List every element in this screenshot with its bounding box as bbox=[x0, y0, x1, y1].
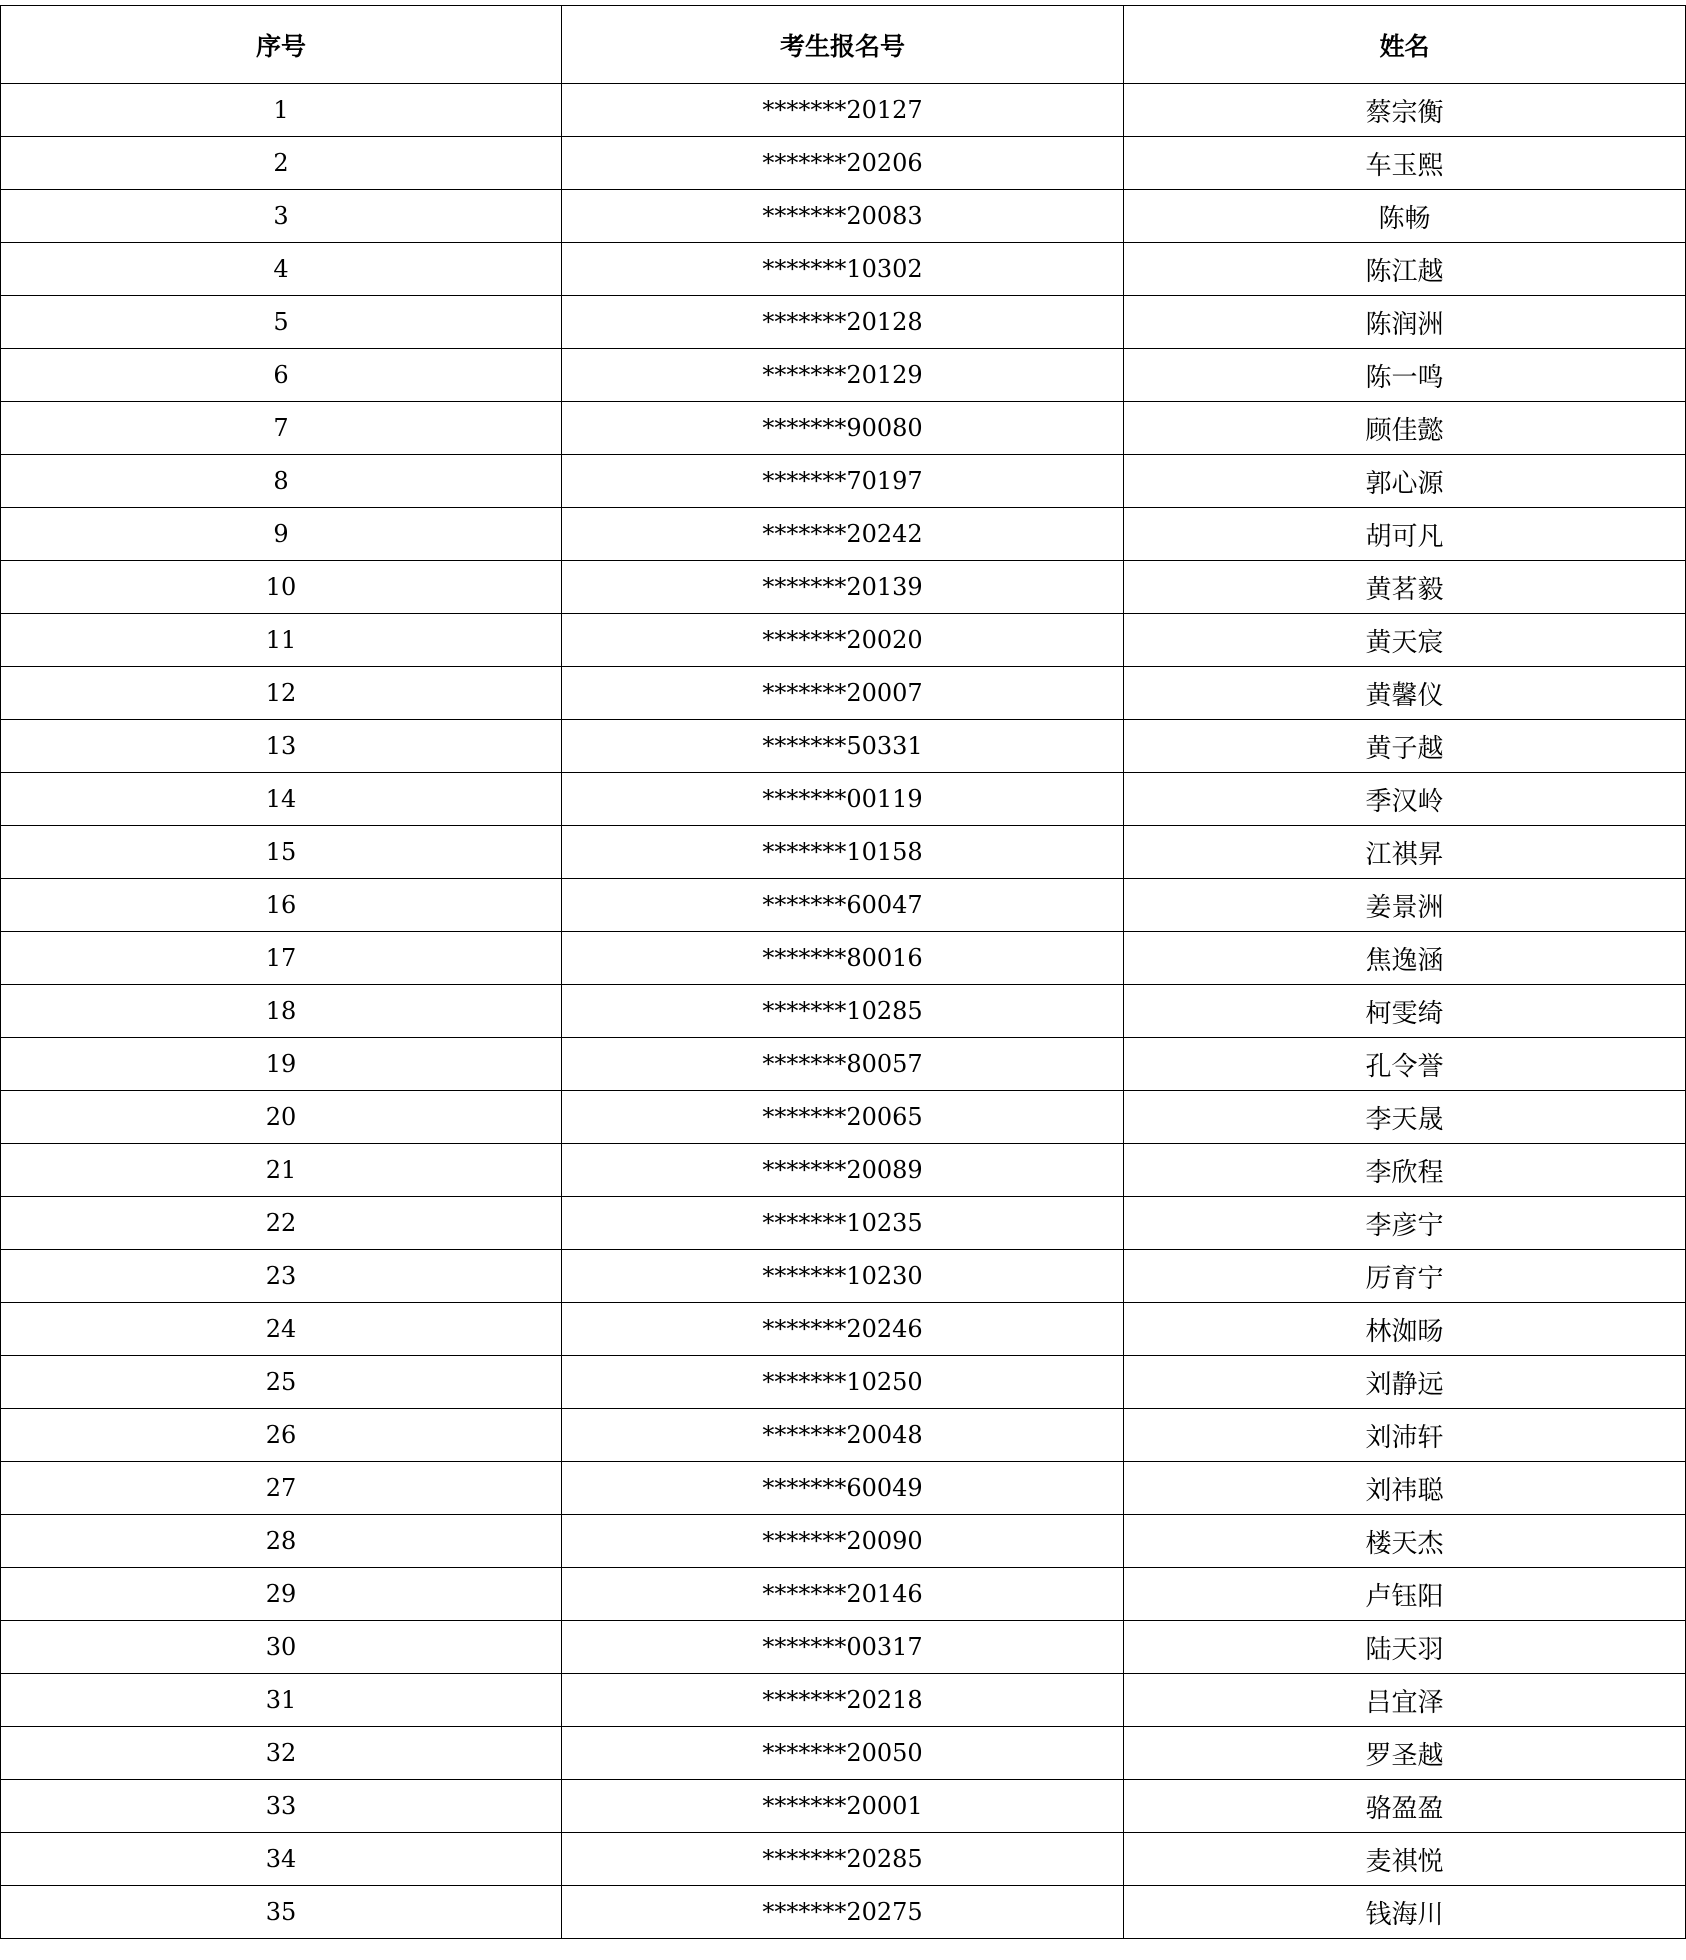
reg-no-cell: *******70197 bbox=[562, 455, 1124, 508]
seq-cell: 29 bbox=[1, 1568, 562, 1621]
table-row bbox=[1, 84, 1686, 137]
name-cell: 蔡宗衡 bbox=[1124, 84, 1686, 137]
table-row bbox=[1, 296, 1686, 349]
seq-cell: 32 bbox=[1, 1727, 562, 1780]
name-cell: 陈润洲 bbox=[1124, 296, 1686, 349]
table-row bbox=[1, 1250, 1686, 1303]
reg-no-cell: *******00119 bbox=[562, 773, 1124, 826]
table-row bbox=[1, 402, 1686, 455]
seq-cell: 18 bbox=[1, 985, 562, 1038]
header-name: 姓名 bbox=[1124, 6, 1686, 84]
name-cell: 厉育宁 bbox=[1124, 1250, 1686, 1303]
name-cell: 刘静远 bbox=[1124, 1356, 1686, 1409]
table-row bbox=[1, 1197, 1686, 1250]
reg-no-cell: *******20139 bbox=[562, 561, 1124, 614]
reg-no-cell: *******10285 bbox=[562, 985, 1124, 1038]
seq-cell: 12 bbox=[1, 667, 562, 720]
name-cell: 刘沛轩 bbox=[1124, 1409, 1686, 1462]
table-row bbox=[1, 614, 1686, 667]
seq-cell: 23 bbox=[1, 1250, 562, 1303]
name-cell: 楼天杰 bbox=[1124, 1515, 1686, 1568]
table-row bbox=[1, 1356, 1686, 1409]
seq-cell: 9 bbox=[1, 508, 562, 561]
name-cell: 陈江越 bbox=[1124, 243, 1686, 296]
reg-no-cell: *******80057 bbox=[562, 1038, 1124, 1091]
seq-cell: 24 bbox=[1, 1303, 562, 1356]
name-cell: 郭心源 bbox=[1124, 455, 1686, 508]
seq-cell: 20 bbox=[1, 1091, 562, 1144]
seq-cell: 31 bbox=[1, 1674, 562, 1727]
seq-cell: 21 bbox=[1, 1144, 562, 1197]
header-reg-no: 考生报名号 bbox=[562, 6, 1124, 84]
table-body bbox=[1, 84, 1686, 1939]
table-row bbox=[1, 773, 1686, 826]
name-cell: 麦祺悦 bbox=[1124, 1833, 1686, 1886]
reg-no-cell: *******90080 bbox=[562, 402, 1124, 455]
reg-no-cell: *******20242 bbox=[562, 508, 1124, 561]
reg-no-cell: *******10230 bbox=[562, 1250, 1124, 1303]
reg-no-cell: *******20275 bbox=[562, 1886, 1124, 1939]
reg-no-cell: *******20083 bbox=[562, 190, 1124, 243]
name-cell: 黄天宸 bbox=[1124, 614, 1686, 667]
name-cell: 顾佳懿 bbox=[1124, 402, 1686, 455]
name-cell: 李天晟 bbox=[1124, 1091, 1686, 1144]
seq-cell: 33 bbox=[1, 1780, 562, 1833]
reg-no-cell: *******10250 bbox=[562, 1356, 1124, 1409]
name-cell: 黄子越 bbox=[1124, 720, 1686, 773]
seq-cell: 11 bbox=[1, 614, 562, 667]
table-row bbox=[1, 667, 1686, 720]
seq-cell: 34 bbox=[1, 1833, 562, 1886]
seq-cell: 14 bbox=[1, 773, 562, 826]
reg-no-cell: *******20146 bbox=[562, 1568, 1124, 1621]
table-row bbox=[1, 932, 1686, 985]
table-row bbox=[1, 1515, 1686, 1568]
table-row bbox=[1, 190, 1686, 243]
table-header bbox=[1, 6, 1686, 84]
seq-cell: 15 bbox=[1, 826, 562, 879]
table-row bbox=[1, 137, 1686, 190]
seq-cell: 5 bbox=[1, 296, 562, 349]
table-row bbox=[1, 561, 1686, 614]
seq-cell: 35 bbox=[1, 1886, 562, 1939]
seq-cell: 17 bbox=[1, 932, 562, 985]
reg-no-cell: *******60047 bbox=[562, 879, 1124, 932]
reg-no-cell: *******20050 bbox=[562, 1727, 1124, 1780]
seq-cell: 27 bbox=[1, 1462, 562, 1515]
table-row bbox=[1, 508, 1686, 561]
name-cell: 刘祎聪 bbox=[1124, 1462, 1686, 1515]
reg-no-cell: *******20007 bbox=[562, 667, 1124, 720]
name-cell: 季汉岭 bbox=[1124, 773, 1686, 826]
name-cell: 陈畅 bbox=[1124, 190, 1686, 243]
seq-cell: 7 bbox=[1, 402, 562, 455]
name-cell: 焦逸涵 bbox=[1124, 932, 1686, 985]
reg-no-cell: *******20089 bbox=[562, 1144, 1124, 1197]
table-row bbox=[1, 1038, 1686, 1091]
name-cell: 林洳旸 bbox=[1124, 1303, 1686, 1356]
reg-no-cell: *******20020 bbox=[562, 614, 1124, 667]
table-row bbox=[1, 349, 1686, 402]
seq-cell: 2 bbox=[1, 137, 562, 190]
table-row bbox=[1, 1091, 1686, 1144]
name-cell: 江祺昇 bbox=[1124, 826, 1686, 879]
reg-no-cell: *******20246 bbox=[562, 1303, 1124, 1356]
name-cell: 孔令誉 bbox=[1124, 1038, 1686, 1091]
reg-no-cell: *******20218 bbox=[562, 1674, 1124, 1727]
seq-cell: 10 bbox=[1, 561, 562, 614]
name-cell: 黄茗毅 bbox=[1124, 561, 1686, 614]
reg-no-cell: *******20285 bbox=[562, 1833, 1124, 1886]
reg-no-cell: *******20001 bbox=[562, 1780, 1124, 1833]
name-cell: 卢钰阳 bbox=[1124, 1568, 1686, 1621]
seq-cell: 28 bbox=[1, 1515, 562, 1568]
table-row bbox=[1, 826, 1686, 879]
seq-cell: 13 bbox=[1, 720, 562, 773]
reg-no-cell: *******20048 bbox=[562, 1409, 1124, 1462]
seq-cell: 26 bbox=[1, 1409, 562, 1462]
reg-no-cell: *******50331 bbox=[562, 720, 1124, 773]
name-cell: 胡可凡 bbox=[1124, 508, 1686, 561]
seq-cell: 3 bbox=[1, 190, 562, 243]
table-row bbox=[1, 1144, 1686, 1197]
name-cell: 陈一鸣 bbox=[1124, 349, 1686, 402]
table-row bbox=[1, 879, 1686, 932]
header-seq: 序号 bbox=[1, 6, 562, 84]
reg-no-cell: *******20129 bbox=[562, 349, 1124, 402]
reg-no-cell: *******60049 bbox=[562, 1462, 1124, 1515]
name-cell: 黄馨仪 bbox=[1124, 667, 1686, 720]
reg-no-cell: *******10235 bbox=[562, 1197, 1124, 1250]
reg-no-cell: *******20128 bbox=[562, 296, 1124, 349]
reg-no-cell: *******20127 bbox=[562, 84, 1124, 137]
table-row bbox=[1, 1674, 1686, 1727]
table-row bbox=[1, 1568, 1686, 1621]
name-cell: 陆天羽 bbox=[1124, 1621, 1686, 1674]
table-row bbox=[1, 243, 1686, 296]
table-row bbox=[1, 720, 1686, 773]
name-cell: 车玉熙 bbox=[1124, 137, 1686, 190]
reg-no-cell: *******20090 bbox=[562, 1515, 1124, 1568]
name-cell: 姜景洲 bbox=[1124, 879, 1686, 932]
seq-cell: 25 bbox=[1, 1356, 562, 1409]
reg-no-cell: *******20065 bbox=[562, 1091, 1124, 1144]
name-cell: 柯雯绮 bbox=[1124, 985, 1686, 1038]
table-row bbox=[1, 985, 1686, 1038]
table-row bbox=[1, 455, 1686, 508]
seq-cell: 19 bbox=[1, 1038, 562, 1091]
table-row bbox=[1, 1886, 1686, 1939]
seq-cell: 8 bbox=[1, 455, 562, 508]
table-row bbox=[1, 1780, 1686, 1833]
name-cell: 罗圣越 bbox=[1124, 1727, 1686, 1780]
name-cell: 吕宜泽 bbox=[1124, 1674, 1686, 1727]
table-row bbox=[1, 1727, 1686, 1780]
reg-no-cell: *******00317 bbox=[562, 1621, 1124, 1674]
reg-no-cell: *******20206 bbox=[562, 137, 1124, 190]
header-row bbox=[1, 6, 1686, 84]
name-cell: 钱海川 bbox=[1124, 1886, 1686, 1939]
name-cell: 李欣程 bbox=[1124, 1144, 1686, 1197]
seq-cell: 1 bbox=[1, 84, 562, 137]
table-row bbox=[1, 1462, 1686, 1515]
name-cell: 李彦宁 bbox=[1124, 1197, 1686, 1250]
seq-cell: 16 bbox=[1, 879, 562, 932]
reg-no-cell: *******80016 bbox=[562, 932, 1124, 985]
seq-cell: 6 bbox=[1, 349, 562, 402]
table-row bbox=[1, 1621, 1686, 1674]
table-row bbox=[1, 1833, 1686, 1886]
candidate-table bbox=[0, 5, 1686, 1939]
table-row bbox=[1, 1303, 1686, 1356]
reg-no-cell: *******10302 bbox=[562, 243, 1124, 296]
name-cell: 骆盈盈 bbox=[1124, 1780, 1686, 1833]
table-row bbox=[1, 1409, 1686, 1462]
seq-cell: 4 bbox=[1, 243, 562, 296]
seq-cell: 22 bbox=[1, 1197, 562, 1250]
seq-cell: 30 bbox=[1, 1621, 562, 1674]
reg-no-cell: *******10158 bbox=[562, 826, 1124, 879]
